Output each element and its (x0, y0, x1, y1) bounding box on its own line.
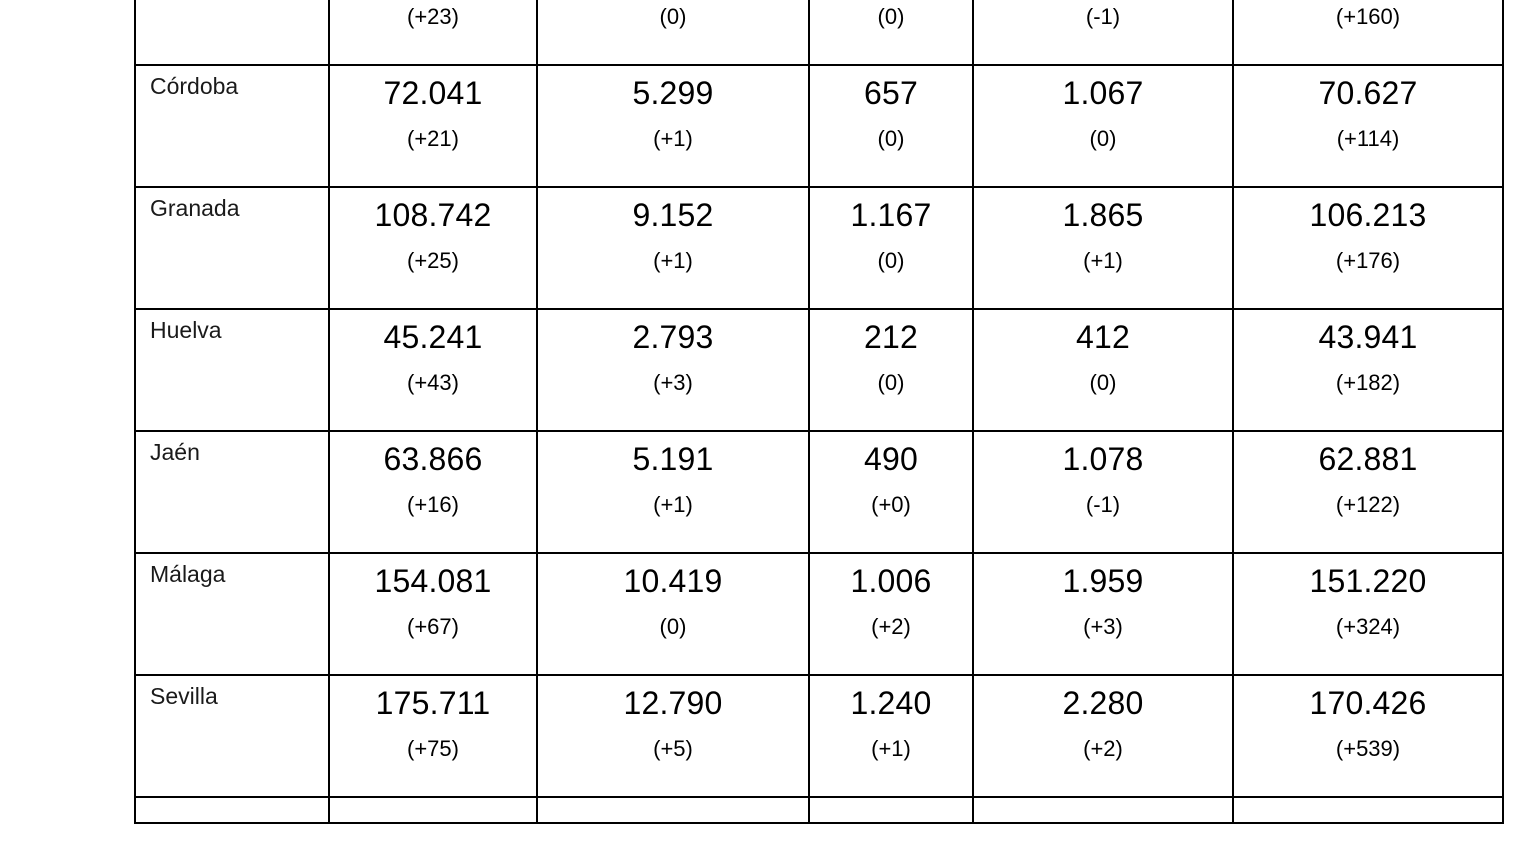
value-cell (1233, 431, 1503, 553)
cell-value: 62.881 (1318, 441, 1418, 477)
cell-delta: (+160) (1335, 4, 1401, 29)
province-label: Málaga (150, 561, 226, 587)
cell-value: 106.213 (1309, 197, 1427, 233)
cell-delta: (+114) (1336, 126, 1400, 151)
value-cell (973, 187, 1233, 309)
value-cell (329, 675, 537, 797)
value-cell (973, 675, 1233, 797)
cell-value: 490 (864, 441, 918, 477)
table-row (135, 187, 1503, 309)
value-cell (329, 187, 537, 309)
cell-delta: (0) (877, 126, 905, 151)
value-cell (809, 431, 973, 553)
value-cell (809, 65, 973, 187)
province-cell (135, 0, 329, 65)
cell-delta: (-1) (1085, 4, 1121, 29)
cell-value: 1.078 (1062, 441, 1144, 477)
cell-delta: (+1) (653, 492, 693, 517)
province-label: Jaén (150, 439, 200, 465)
table-container (134, 0, 1502, 824)
value-cell (973, 553, 1233, 675)
cell-value: 9.152 (632, 197, 714, 233)
cell-value: 1.006 (850, 563, 932, 599)
cell-value: 175.711 (375, 685, 491, 721)
cell-value: 108.742 (374, 197, 492, 233)
cell-delta: (+5) (653, 736, 693, 761)
cell-delta: (0) (1089, 126, 1117, 151)
cell-delta: (+1) (653, 126, 693, 151)
value-cell (1233, 797, 1503, 823)
value-cell (537, 675, 809, 797)
table-row (135, 553, 1503, 675)
cell-value: 12.790 (623, 685, 723, 721)
value-cell (809, 187, 973, 309)
table-row (135, 0, 1503, 65)
cell-delta: (+2) (871, 614, 911, 639)
value-cell (537, 309, 809, 431)
cell-value: 1.067 (1062, 75, 1144, 111)
cell-delta: (-1) (1085, 492, 1121, 517)
cell-delta: (+539) (1335, 736, 1401, 761)
cell-delta: (+2) (1083, 736, 1123, 761)
province-label: Córdoba (150, 73, 239, 99)
cell-value: 5.299 (632, 75, 714, 111)
cell-value: 154.081 (374, 563, 492, 599)
value-cell (973, 65, 1233, 187)
value-cell (329, 65, 537, 187)
province-cell (135, 797, 329, 823)
cell-value: 1.865 (1062, 197, 1144, 233)
province-cell (135, 309, 329, 431)
cell-delta: (+21) (407, 126, 459, 151)
value-cell (537, 0, 809, 65)
cell-delta: (0) (877, 4, 905, 29)
table-row (135, 65, 1503, 187)
value-cell (1233, 187, 1503, 309)
value-cell (537, 187, 809, 309)
cell-delta: (0) (877, 248, 905, 273)
province-cell (135, 675, 329, 797)
cell-value: 2.280 (1062, 685, 1144, 721)
value-cell (1233, 553, 1503, 675)
provinces-data-table (134, 0, 1504, 824)
cell-value: 1.167 (850, 197, 932, 233)
province-label: Granada (150, 195, 240, 221)
cell-value: 5.191 (632, 441, 714, 477)
cell-delta: (+122) (1335, 492, 1401, 517)
value-cell (329, 553, 537, 675)
province-cell (135, 187, 329, 309)
cell-value: 10.419 (623, 563, 723, 599)
value-cell (329, 431, 537, 553)
cell-delta: (+75) (407, 736, 459, 761)
cell-value: 212 (864, 319, 918, 355)
cell-delta: (+25) (407, 248, 459, 273)
cell-delta: (+182) (1335, 370, 1401, 395)
cell-value: 151.220 (1309, 563, 1427, 599)
province-label: Huelva (150, 317, 222, 343)
cell-value: 43.941 (1318, 319, 1418, 355)
cell-delta: (0) (877, 370, 905, 395)
cell-delta: (+3) (1083, 614, 1123, 639)
table-row (135, 431, 1503, 553)
cell-value: 1.240 (850, 685, 932, 721)
cell-delta: (+3) (653, 370, 693, 395)
cell-delta: (+324) (1335, 614, 1401, 639)
cell-value: 412 (1076, 319, 1130, 355)
table-body (135, 0, 1503, 823)
cell-delta: (0) (659, 614, 687, 639)
value-cell (537, 553, 809, 675)
province-label (136, 798, 328, 822)
value-cell (537, 797, 809, 823)
value-cell (973, 0, 1233, 65)
cell-value: 45.241 (383, 319, 483, 355)
province-cell (135, 431, 329, 553)
cell-delta: (+0) (871, 492, 911, 517)
cell-value: 63.866 (383, 441, 483, 477)
cell-delta: (+176) (1335, 248, 1401, 273)
cell-delta: (+43) (407, 370, 459, 395)
value-cell (329, 797, 537, 823)
table-row (135, 675, 1503, 797)
value-cell (537, 65, 809, 187)
cell-delta: (0) (1089, 370, 1117, 395)
cell-delta: (0) (659, 4, 687, 29)
province-cell (135, 65, 329, 187)
province-label (136, 0, 328, 64)
value-cell (973, 797, 1233, 823)
province-label: Sevilla (150, 683, 218, 709)
value-cell (973, 431, 1233, 553)
province-cell (135, 553, 329, 675)
cell-delta: (+23) (407, 4, 459, 29)
value-cell (329, 0, 537, 65)
value-cell (329, 309, 537, 431)
cell-delta: (+1) (1083, 248, 1123, 273)
table-row (135, 309, 1503, 431)
value-cell (1233, 0, 1503, 65)
cell-delta: (+67) (407, 614, 459, 639)
cell-delta: (+1) (871, 736, 911, 761)
value-cell (1233, 65, 1503, 187)
value-cell (809, 553, 973, 675)
cell-delta: (+16) (407, 492, 459, 517)
cell-delta: (+1) (653, 248, 693, 273)
table-row (135, 797, 1503, 823)
value-cell (809, 309, 973, 431)
value-cell (537, 431, 809, 553)
value-cell (809, 0, 973, 65)
cell-value: 1.959 (1062, 563, 1144, 599)
value-cell (1233, 309, 1503, 431)
value-cell (973, 309, 1233, 431)
cell-value: 170.426 (1309, 685, 1427, 721)
cell-value: 70.627 (1318, 75, 1418, 111)
value-cell (1233, 675, 1503, 797)
cell-value: 657 (864, 75, 918, 111)
cell-value: 72.041 (383, 75, 483, 111)
value-cell (809, 797, 973, 823)
cell-value: 2.793 (632, 319, 714, 355)
value-cell (809, 675, 973, 797)
